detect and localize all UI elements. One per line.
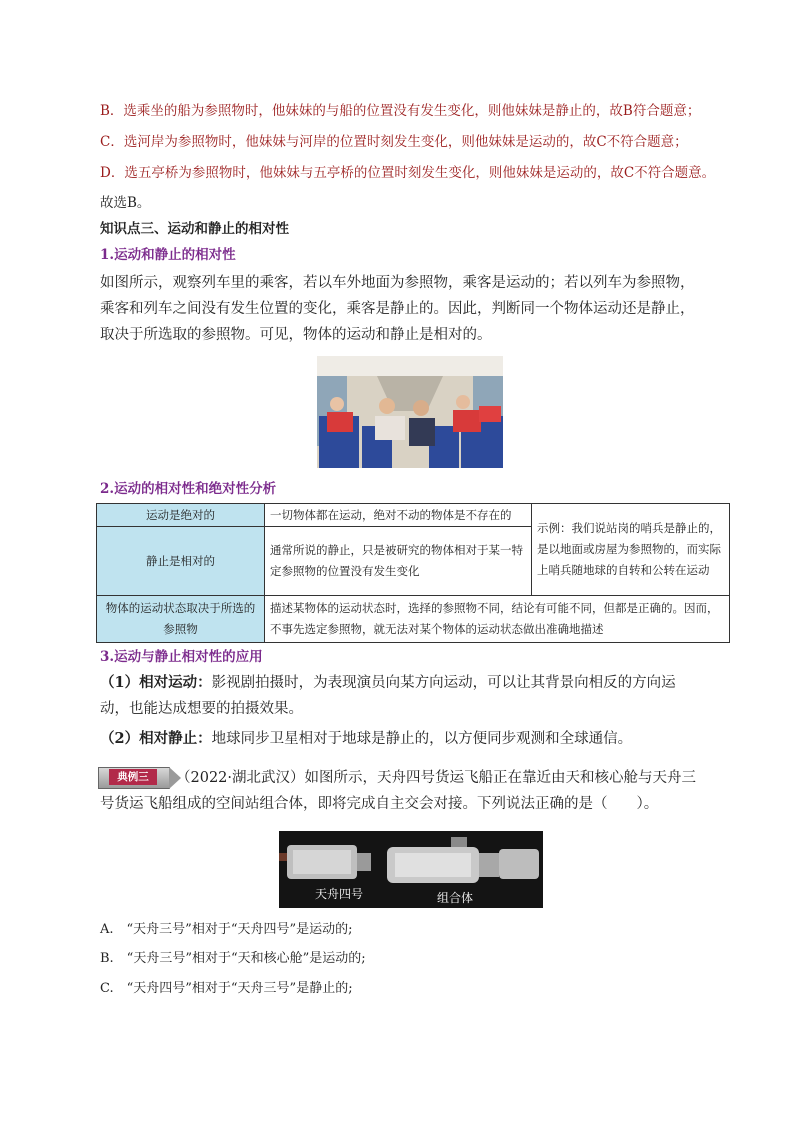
subsection-3-title: 3.运动与静止相对性的应用	[100, 649, 263, 665]
photo-label-combination: 组合体	[437, 891, 474, 905]
table-desc-relative: 通常所说的静止，只是被研究的物体相对于某一特定参照物的位置没有发生变化	[265, 527, 532, 596]
subsection-1-title: 1.运动和静止的相对性	[100, 247, 236, 263]
example-3-text: （2022·湖北武汉）如图所示，天舟四号货运飞船正在靠近由天和核心舱与天舟三号货运飞船组成的空间站组合体，即将完成自主交会对接。下列说法正确的是（ ）。	[100, 770, 697, 812]
application-1-label: （1）相对运动：	[100, 674, 212, 691]
section-title: 知识点三、运动和静止的相对性	[100, 221, 289, 237]
subsection-2-title: 2.运动的相对性和绝对性分析	[100, 481, 277, 497]
subsection-1-text: 如图所示，观察列车里的乘客，若以车外地面为参照物，乘客是运动的；若以列车为参照物，乘客和列车之间没有发生位置的变化，乘客是静止的。因此，判断同一个物体运动还是静止，取决于所选取的参照物。可见，物体的运动和静止是相对的。	[100, 275, 695, 343]
application-2-label: （2）相对静止：	[100, 730, 212, 747]
relativity-table	[96, 503, 730, 643]
table-head-absolute: 运动是绝对的	[97, 504, 265, 527]
answer-conclusion: 故选B。	[100, 195, 151, 211]
table-example: 示例：我们说站岗的哨兵是静止的，是以地面或房屋为参照物的，而实际上哨兵随地球的自转和公转在运动	[532, 504, 730, 596]
option-c: C. “天舟四号”相对于“天舟三号”是静止的;	[100, 981, 353, 996]
table-head-reference: 物体的运动状态取决于所选的参照物	[97, 596, 265, 643]
application-2	[100, 726, 700, 752]
application-2-text: 地球同步卫星相对于地球是静止的，以方便同步观测和全球通信。	[211, 731, 633, 747]
answer-line-b: B．选乘坐的船为参照物时，他妹妹的与船的位置没有发生变化，则他妹妹是静止的，故B符合题意；	[100, 103, 701, 119]
answer-line-c: C．选河岸为参照物时，他妹妹与河岸的位置时刻发生变化，则他妹妹是运动的，故C不符合题意；	[100, 134, 688, 150]
example-badge-label: 典例三	[109, 769, 157, 785]
table-desc-reference: 描述某物体的运动状态时，选择的参照物不同，结论有可能不同，但都是正确的。因而，不事先选定参照物，就无法对某个物体的运动状态做出准确地描述	[265, 596, 730, 643]
table-desc-absolute: 一切物体都在运动，绝对不动的物体是不存在的	[265, 504, 532, 527]
answer-line-d: D．选五亭桥为参照物时，他妹妹与五亭桥的位置时刻发生变化，则他妹妹是运动的，故C不符合题意。	[100, 165, 716, 181]
option-b: B. “天舟三号”相对于“天和核心舱”是运动的;	[100, 951, 366, 966]
table-head-relative: 静止是相对的	[97, 527, 265, 596]
train-passengers-photo	[317, 356, 503, 468]
space-station-photo	[279, 831, 543, 908]
option-a: A. “天舟三号”相对于“天舟四号”是运动的;	[100, 922, 353, 937]
photo-label-tianzhou4: 天舟四号	[315, 887, 364, 901]
application-1	[100, 670, 700, 722]
application-1-text: 影视剧拍摄时，为表现演员向某方向运动，可以让其背景向相反的方向运动，也能达成想要的拍摄效果。	[100, 675, 676, 717]
